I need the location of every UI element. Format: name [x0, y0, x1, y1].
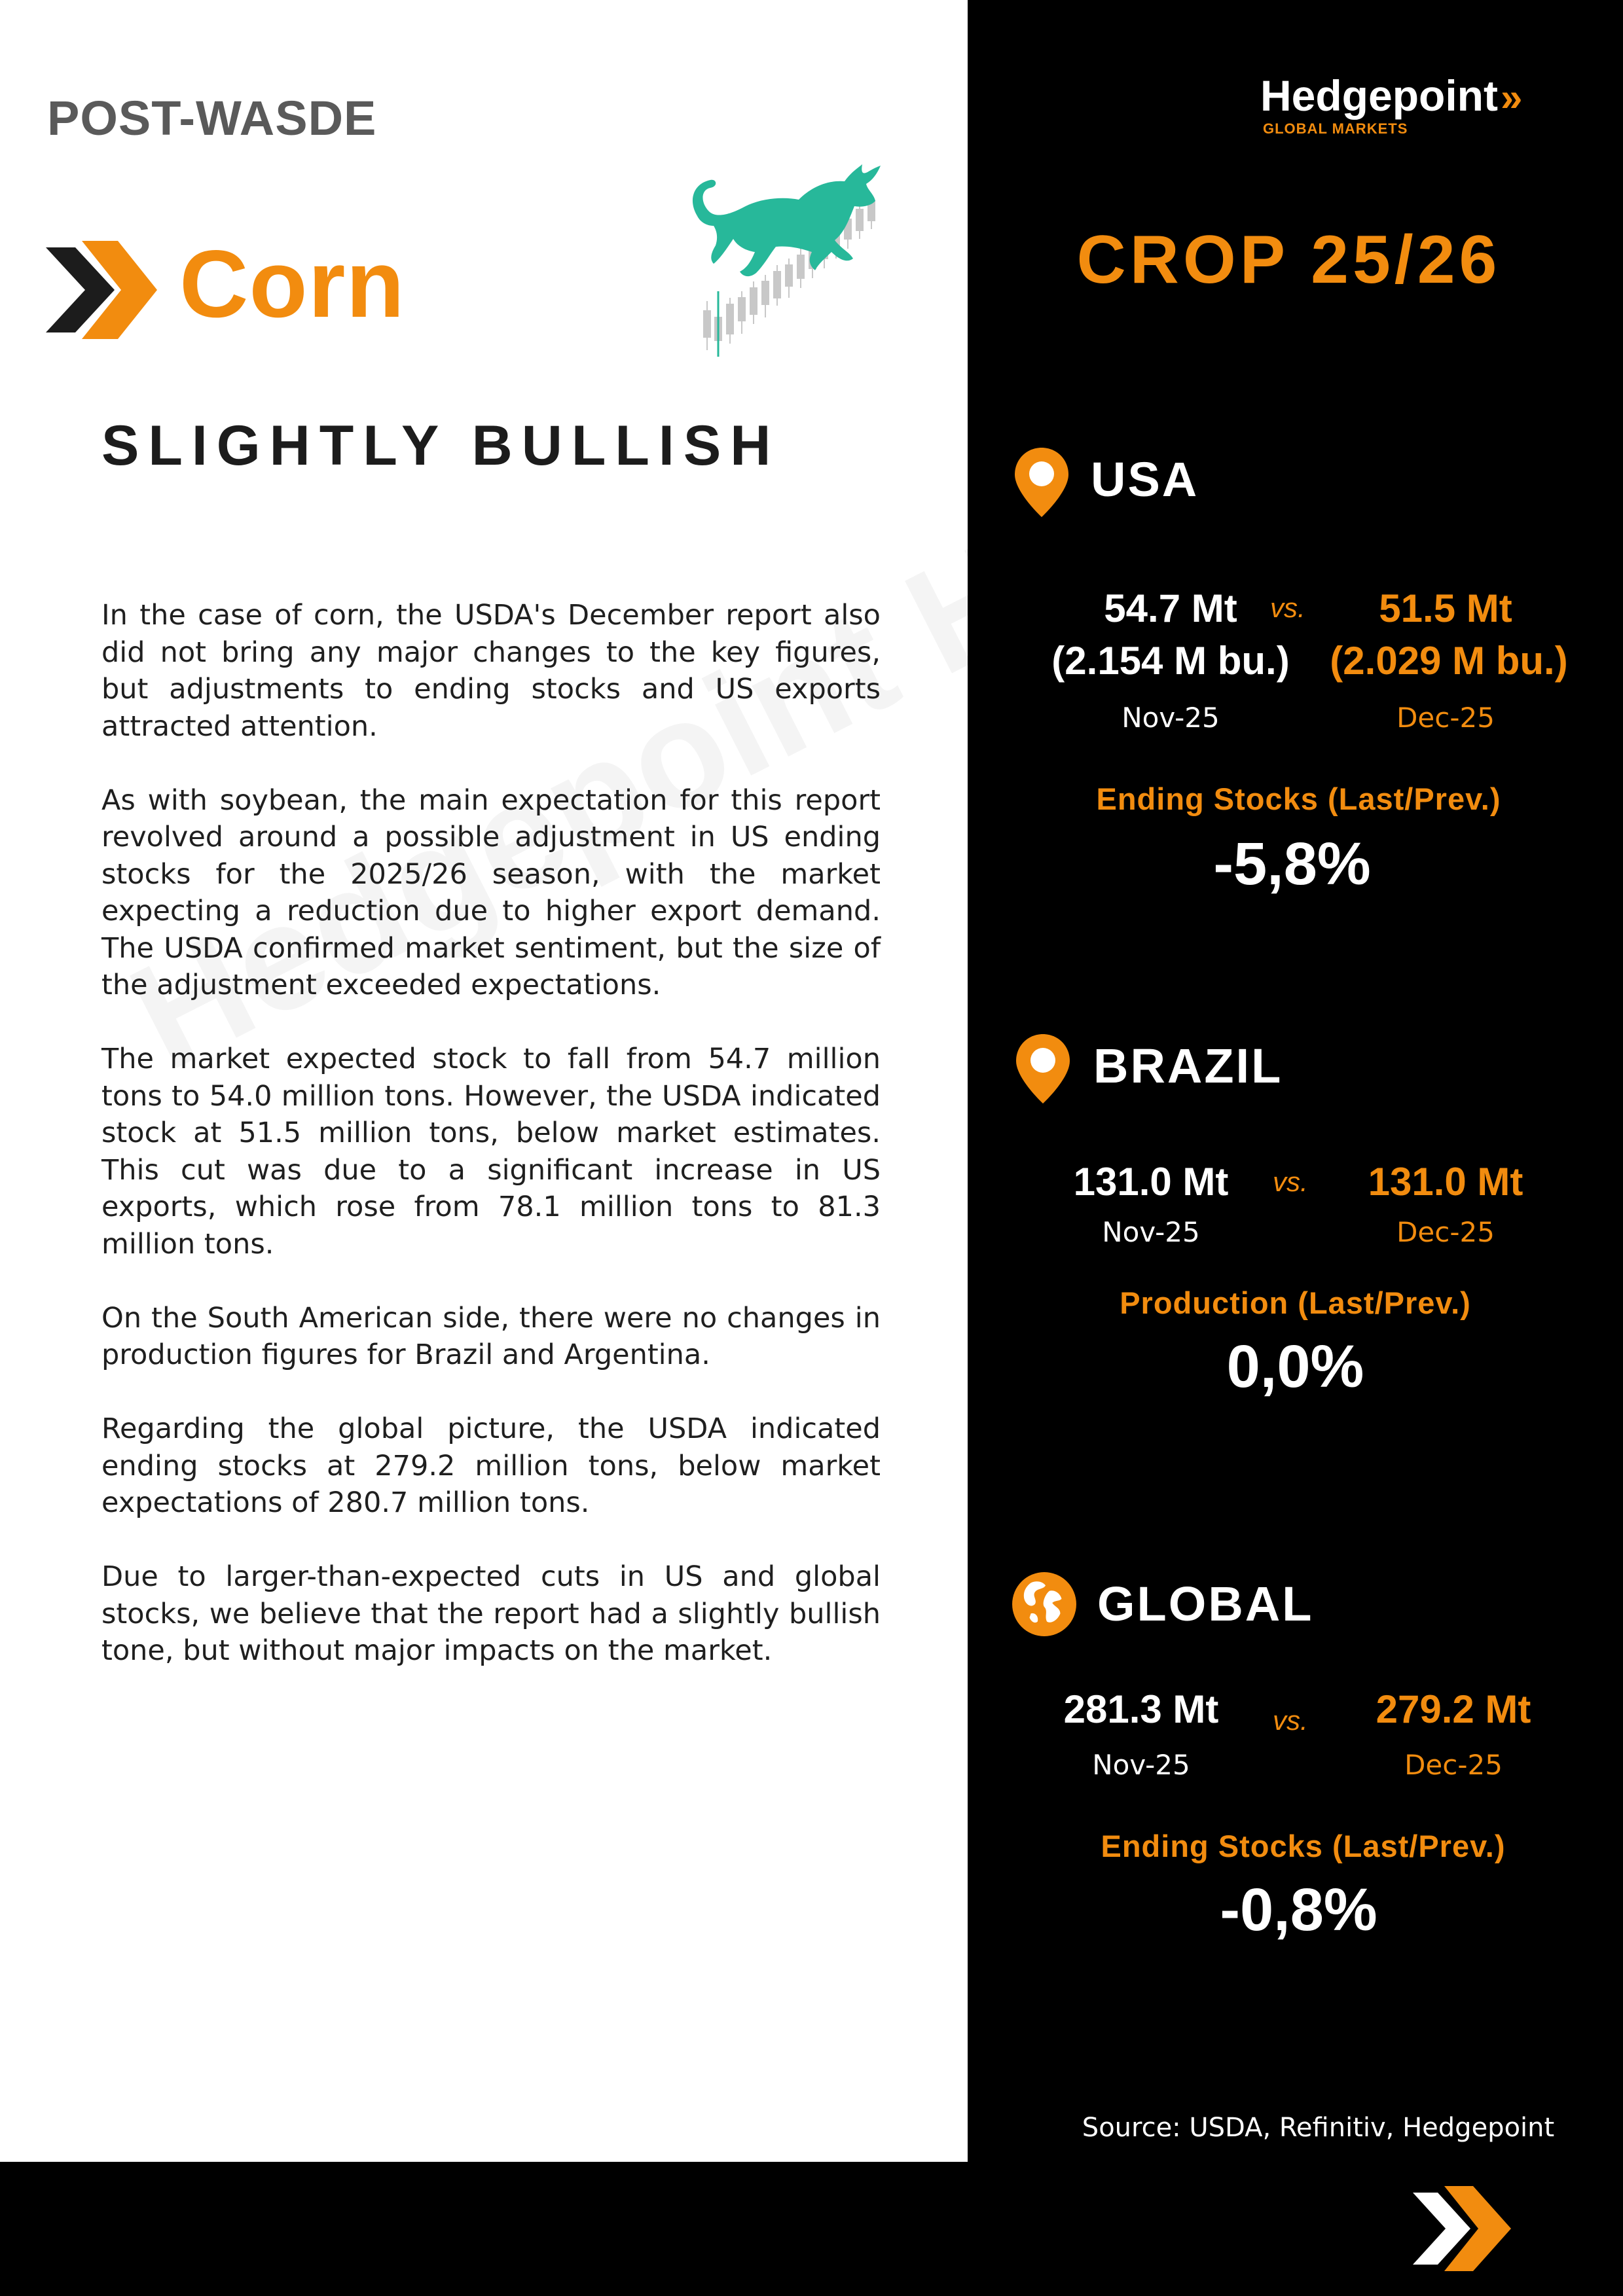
- sentiment-heading: SLIGHTLY BULLISH: [101, 414, 780, 477]
- prev-value: 131.0 Mt: [1073, 1160, 1229, 1204]
- article-paragraph: Regarding the global picture, the USDA indicated ending stocks at 279.2 million tons, below market expectations of 280.7 million tons.: [101, 1412, 881, 1519]
- right-panel: [968, 0, 1623, 2162]
- article-paragraph: On the South American side, there were no changes in production figures for Brazil and Argentina.: [101, 1301, 881, 1371]
- metric-label: Ending Stocks (Last/Prev.): [1101, 1829, 1506, 1863]
- globe-icon: [1011, 1571, 1078, 1638]
- last-value: 279.2 Mt: [1376, 1687, 1531, 1731]
- prev-date: Nov-25: [1092, 1749, 1190, 1781]
- prev-value: 281.3 Mt: [1063, 1687, 1219, 1731]
- commodity-title: Corn: [179, 230, 405, 337]
- double-chevron-icon: [1413, 2186, 1511, 2271]
- logo-name: Hedgepoint: [1260, 71, 1498, 120]
- metric-label: Ending Stocks (Last/Prev.): [1096, 781, 1501, 816]
- region-name: BRAZIL: [1093, 1039, 1283, 1093]
- article-paragraph: As with soybean, the main expectation for this report revolved around a possible adjustment in US ending stocks for the 2025/26 season, with the market expecting a reduction due to higher export demand. The USDA confirmed market sentiment, but the size of the adjustment exceeded expectations.: [101, 783, 881, 1001]
- vs-label: vs.: [1270, 592, 1305, 623]
- region-name: GLOBAL: [1097, 1577, 1314, 1631]
- prev-date: Nov-25: [1102, 1216, 1200, 1248]
- bull-icon: [678, 160, 884, 360]
- change-percent: -0,8%: [1220, 1876, 1377, 1943]
- last-value: 131.0 Mt: [1368, 1160, 1523, 1204]
- last-date: Dec-25: [1396, 1216, 1495, 1248]
- crop-title: CROP 25/26: [1076, 222, 1501, 298]
- report-label: POST-WASDE: [47, 91, 377, 145]
- last-bushels: (2.029 M bu.): [1330, 639, 1568, 683]
- hedgepoint-logo: [1260, 71, 1523, 137]
- location-pin-icon: [1013, 1033, 1072, 1105]
- change-percent: -5,8%: [1213, 831, 1371, 897]
- metric-label: Production (Last/Prev.): [1120, 1285, 1471, 1320]
- prev-bushels: (2.154 M bu.): [1051, 639, 1290, 683]
- article-paragraph: In the case of corn, the USDA's December report also did not bring any major changes to the key figures, but adjustments to ending stocks and US exports attracted attention.: [101, 599, 881, 743]
- region-name: USA: [1091, 452, 1199, 507]
- logo-arrow-icon: »: [1500, 75, 1523, 119]
- logo-subtitle: GLOBAL MARKETS: [1263, 120, 1408, 137]
- article-paragraph: Due to larger-than-expected cuts in US and global stocks, we believe that the report had a slightly bullish tone, but without major impacts on the market.: [101, 1560, 881, 1667]
- last-date: Dec-25: [1404, 1749, 1503, 1781]
- vs-label: vs.: [1273, 1166, 1308, 1197]
- double-chevron-icon: [46, 241, 157, 339]
- footer-bar: [0, 2162, 1623, 2296]
- prev-value: 54.7 Mt: [1104, 586, 1237, 630]
- last-date: Dec-25: [1396, 702, 1495, 734]
- article-paragraph: The market expected stock to fall from 54.7 million tons to 54.0 million tons. However, the USDA indicated stock at 51.5 million tons, below market estimates. This cut was due to a significant increase in US exports, which rose from 78.1 million tons to 81.3 million tons.: [101, 1043, 881, 1261]
- prev-date: Nov-25: [1122, 702, 1220, 734]
- article-body: [101, 597, 881, 1706]
- last-value: 51.5 Mt: [1379, 586, 1512, 630]
- vs-label: vs.: [1273, 1705, 1308, 1736]
- location-pin-icon: [1012, 446, 1071, 518]
- change-percent: 0,0%: [1226, 1333, 1364, 1400]
- source-note: Source: USDA, Refinitiv, Hedgepoint: [1082, 2113, 1555, 2143]
